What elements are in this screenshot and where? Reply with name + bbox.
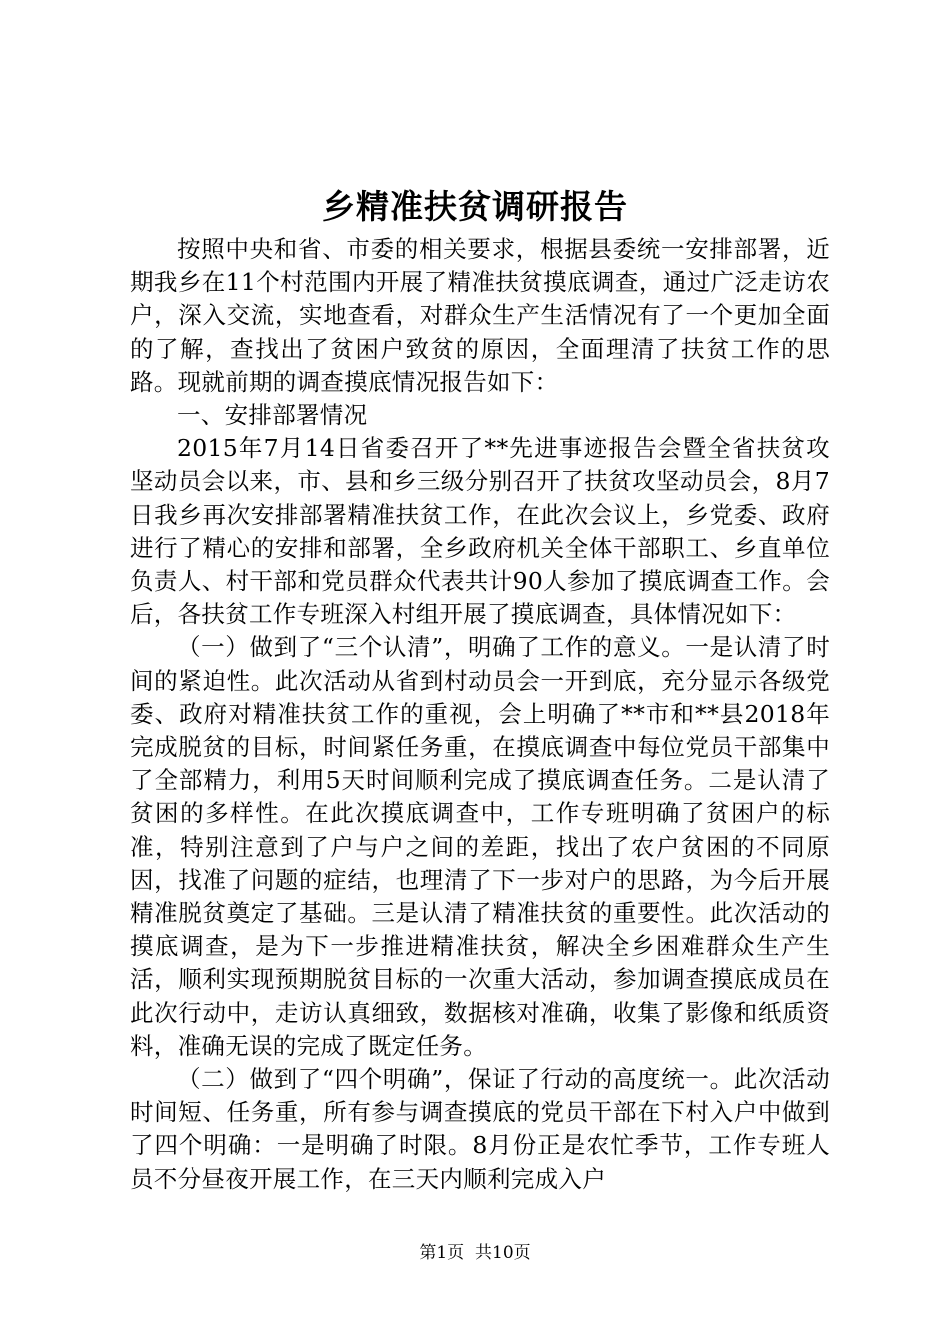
footer-separator xyxy=(464,1243,475,1263)
page-number: 第1页 xyxy=(419,1243,465,1263)
paragraph-arrangement: 2015年7月14日省委召开了**先进事迹报告会暨全省扶贫攻坚动员会以来，市、县和乡三级分别召开了扶贫攻坚动员会，8月7日我乡再次安排部署精准扶贫工作，在此次会议上，乡党委、政府进行了精心的安排和部署，全乡政府机关全体干部职工、乡直单位负责人、村干部和党员群众代表共计90人参加了摸底调查工作。会后，各扶贫工作专班深入村组开展了摸底调查，具体情况如下： xyxy=(130,434,830,629)
page-footer xyxy=(0,1241,950,1265)
section-heading-1: 一、安排部署情况 xyxy=(177,401,368,430)
paragraph-four-clarifications: （二）做到了“四个明确”，保证了行动的高度统一。此次活动时间短、任务重，所有参与调查摸底的党员干部在下村入户中做到了四个明确：一是明确了时限。8月份正是农忙季节，工作专班人员不分昼夜开展工作，在三天内顺利完成入户 xyxy=(130,1065,830,1193)
document-body xyxy=(130,233,830,1196)
page-total: 共10页 xyxy=(475,1243,531,1263)
document-title: 乡精准扶贫调研报告 xyxy=(322,187,628,226)
paragraph-three-clarities: （一）做到了“三个认清”，明确了工作的意义。一是认清了时间的紧迫性。此次活动从省到村动员会一开到底，充分显示各级党委、政府对精准扶贫工作的重视，会上明确了**市和**县2018年完成脱贫的目标，时间紧任务重，在摸底调查中每位党员干部集中了全部精力，利用5天时间顺利完成了摸底调查任务。二是认清了贫困的多样性。在此次摸底调查中，工作专班明确了贫困户的标准，特别注意到了户与户之间的差距，找出了农户贫困的不同原因，找准了问题的症结，也理清了下一步对户的思路，为今后开展精准脱贫奠定了基础。三是认清了精准扶贫的重要性。此次活动的摸底调查，是为下一步推进精准扶贫，解决全乡困难群众生产生活，顺利实现预期脱贫目标的一次重大活动，参加调查摸底成员在此次行动中，走访认真细致，数据核对准确，收集了影像和纸质资料，准确无误的完成了既定任务。 xyxy=(130,633,830,1060)
paragraph-intro: 按照中央和省、市委的相关要求，根据县委统一安排部署，近期我乡在11个村范围内开展了精准扶贫摸底调查，通过广泛走访农户，深入交流，实地查看，对群众生产生活情况有了一个更加全面的了解，查找出了贫困户致贫的原因，全面理清了扶贫工作的思路。现就前期的调查摸底情况报告如下： xyxy=(130,235,830,396)
